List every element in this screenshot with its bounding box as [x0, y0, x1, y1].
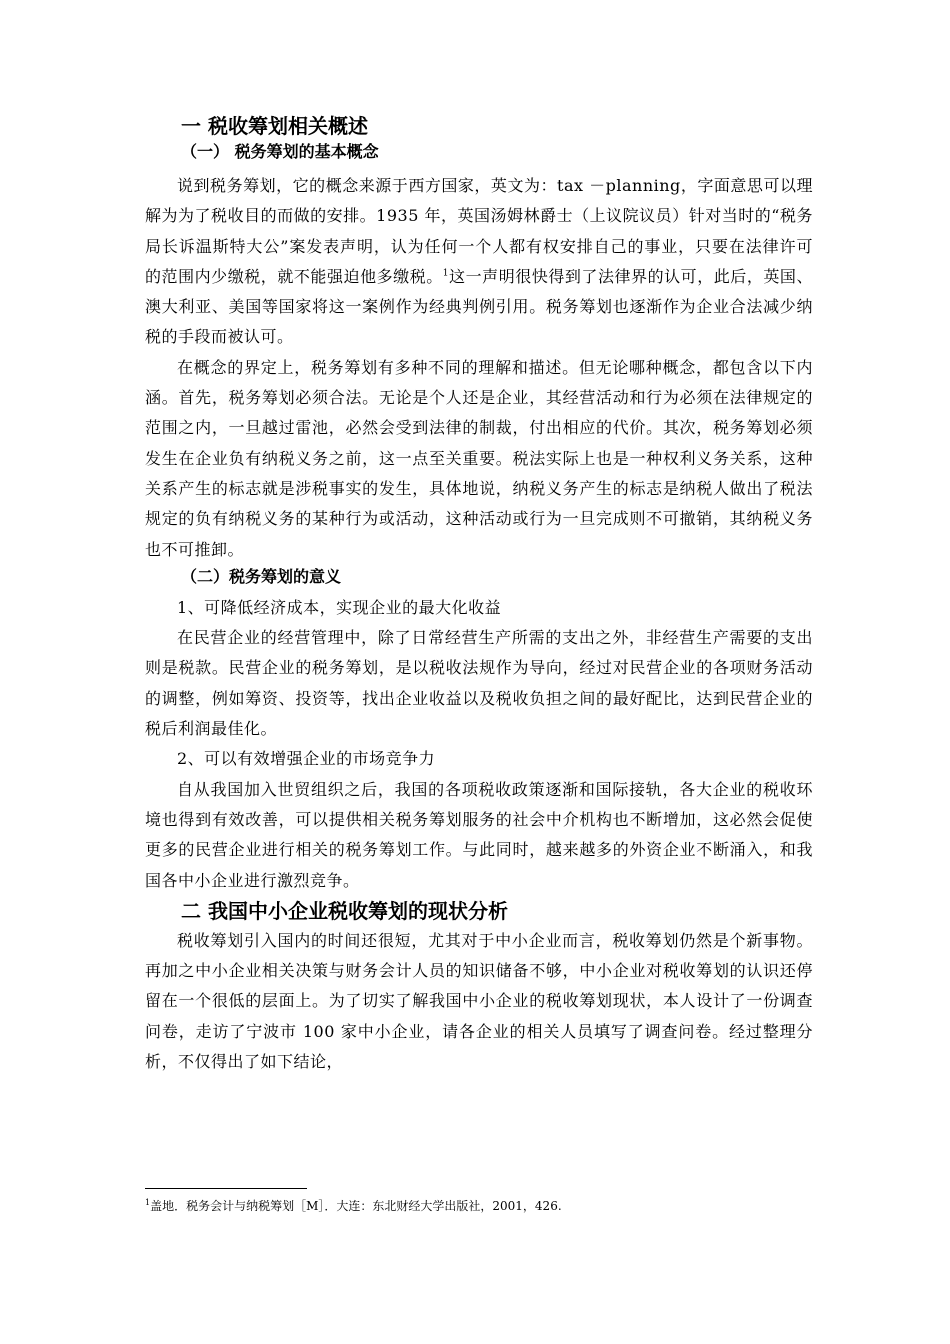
item-1-paragraph: 在民营企业的经营管理中，除了日常经营生产所需的支出之外，非经营生产需要的支出则是税款。民营企业的税务筹划，是以税收法规作为导向，经过对民营企业的各项财务活动的调整，例如筹资、投资等，找出企业收益以及税收负担之间的最好配比，达到民营企业的税后利润最佳化。: [145, 628, 813, 739]
footnote-text: 盖地．税务会计与纳税筹划［M］．大连：东北财经大学出版社，2001，426.: [150, 1199, 562, 1213]
item-2-paragraph: 自从我国加入世贸组织之后，我国的各项税收政策逐渐和国际接轨，各大企业的税收环境也得到有效改善，可以提供相关税务筹划服务的社会中介机构也不断增加，这必然会促使更多的民营企业进行相关的税务筹划工作。与此同时，越来越多的外资企业不断涌入，和我国各中小企业进行激烈竞争。: [145, 779, 813, 890]
footnote-divider: [145, 1188, 307, 1189]
section-2-title: 二 我国中小企业税收筹划的现状分析: [181, 898, 508, 923]
item-1-title: 1、可降低经济成本，实现企业的最大化收益: [177, 597, 502, 617]
subsection-1-title: （一） 税务筹划的基本概念: [181, 142, 379, 161]
paragraph-text: 这一声明很快得到了法律界的认可，此后，英国、澳大利亚、美国等国家将这一案例作为经典判例引用。税务筹划也逐渐作为企业合法减少纳税的手段而被认可。: [145, 266, 813, 347]
section-1-title: 一 税收筹划相关概述: [181, 114, 368, 138]
paragraph-text: 说到税务筹划，它的概念来源于西方国家，英文为：tax －planning，字面意思可以理解为为了税收目的而做的安排。1935 年，英国汤姆林爵士（上议院议员）针对当时的“税务局长诉温斯特大公”案发表声明，认为任何一个人都有权安排自己的事业，只要在法律许可的范围内少缴税，就不能强迫他多缴税。: [145, 176, 813, 286]
document-body: [145, 112, 813, 1077]
footnote-ref[interactable]: 1: [442, 268, 450, 279]
paragraph-concept-origin: [145, 171, 813, 353]
paragraph-concept-definition: 在概念的界定上，税务筹划有多种不同的理解和描述。但无论哪种概念，都包含以下内涵。首先，税务筹划必须合法。无论是个人还是企业，其经营活动和行为必须在法律规定的范围之内，一旦越过雷池，必然会受到法律的制裁，付出相应的代价。其次，税务筹划必须发生在企业负有纳税义务之前，这一点至关重要。税法实际上也是一种权利义务关系，这种关系产生的标志就是涉税事实的发生，具体地说，纳税义务产生的标志是纳税人做出了税法规定的负有纳税义务的某种行为或活动，这种活动或行为一旦完成则不可撤销，其纳税义务也不可推卸。: [145, 357, 813, 559]
item-2-title: 2、可以有效增强企业的市场竞争力: [177, 749, 436, 769]
footnote: [145, 1198, 562, 1214]
footnote-number: 1: [145, 1198, 151, 1207]
subsection-2-title: （二）税务筹划的意义: [181, 566, 342, 586]
section-2-paragraph: 税收筹划引入国内的时间还很短，尤其对于中小企业而言，税收筹划仍然是个新事物。再加之中小企业相关决策与财务会计人员的知识储备不够，中小企业对税收筹划的认识还停留在一个很低的层面上。为了切实了解我国中小企业的税收筹划现状，本人设计了一份调查问卷，走访了宁波市 100 家中小企业，请各企业的相关人员填写了调查问卷。经过整理分析，不仅得出了如下结论，: [145, 930, 813, 1072]
